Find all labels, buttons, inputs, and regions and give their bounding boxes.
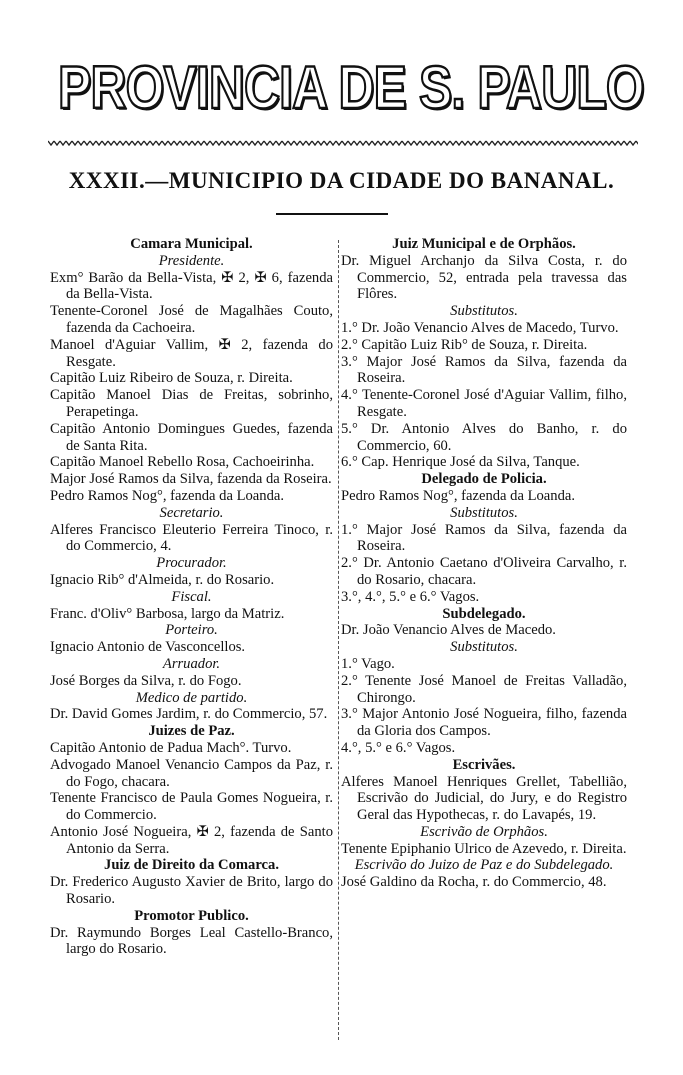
role-subheading: Fiscal. — [171, 588, 212, 605]
right-column — [341, 236, 627, 891]
directory-entry: Tenente Epiphanio Ulrico de Azevedo, r. Direita. — [341, 840, 627, 857]
directory-entry: Dr. David Gomes Jardim, r. do Commercio, 57. — [50, 706, 328, 723]
directory-entry: Capitão Luiz Ribeiro de Souza, r. Direita. — [50, 370, 293, 387]
directory-entry: 1.° Major José Ramos da Silva, fazenda da Roseira. — [341, 521, 627, 555]
section-heading: Delegado de Policia. — [421, 471, 547, 488]
directory-entry: Antonio José Nogueira, ✠ 2, fazenda de Santo Antonio da Serra. — [50, 823, 333, 857]
role-subheading: Substitutos. — [450, 504, 518, 521]
section-heading: Promotor Publico. — [134, 907, 249, 924]
decorative-wavy-rule — [48, 140, 638, 146]
directory-entry: Dr. Frederico Augusto Xavier de Brito, largo do Rosario. — [50, 874, 333, 908]
directory-entry: Dr. Miguel Archanjo da Silva Costa, r. do Commercio, 52, entrada pela travessa das Flôres. — [341, 252, 627, 303]
directory-entry: Tenente Francisco de Paula Gomes Nogueira, r. do Commercio. — [50, 790, 333, 824]
role-subheading: Procurador. — [156, 555, 227, 572]
directory-entry: 1.° Dr. João Venancio Alves de Macedo, Turvo. — [341, 319, 619, 336]
directory-entry: Capitão Antonio de Padua Mach°. Turvo. — [50, 739, 292, 756]
role-subheading: Escrivão do Juizo de Paz e do Subdelegado. — [354, 857, 614, 874]
directory-entry: Advogado Manoel Venancio Campos da Paz, r. do Fogo, chacara. — [50, 756, 333, 790]
section-heading: Escrivães. — [452, 756, 516, 773]
directory-entry: Capitão Antonio Domingues Guedes, fazenda de Santa Rita. — [50, 420, 333, 454]
directory-entry: 3.° Major Antonio José Nogueira, filho, fazenda da Gloria dos Campos. — [341, 706, 627, 740]
section-heading: Juiz Municipal e de Orphãos. — [392, 236, 576, 252]
directory-entry: Pedro Ramos Nog°, fazenda da Loanda. — [50, 487, 284, 504]
directory-entry: 6.° Cap. Henrique José da Silva, Tanque. — [341, 454, 580, 471]
section-heading: Camara Municipal. — [130, 236, 253, 252]
section-heading: Juiz de Direito da Comarca. — [104, 857, 279, 874]
directory-entry: Pedro Ramos Nog°, fazenda da Loanda. — [341, 487, 575, 504]
directory-entry: Dr. Raymundo Borges Leal Castello-Branco, largo do Rosario. — [50, 924, 333, 958]
directory-entry: 2.° Dr. Antonio Caetano d'Oliveira Carvalho, r. do Rosario, chacara. — [341, 555, 627, 588]
directory-entry: Ignacio Antonio de Vasconcellos. — [50, 639, 246, 656]
left-column — [50, 236, 333, 958]
directory-entry: 4.° Tenente-Coronel José d'Aguiar Vallim, filho, Resgate. — [341, 387, 627, 420]
directory-entry: Alferes Francisco Eleuterio Ferreira Tinoco, r. do Commercio, 4. — [50, 521, 333, 555]
page-title: PROVINCIA DE S. PAULO — [58, 54, 644, 121]
role-subheading: Substitutos. — [450, 303, 518, 320]
directory-entry: José Borges da Silva, r. do Fogo. — [50, 672, 242, 689]
directory-entry: Capitão Manoel Dias de Freitas, sobrinho, Perapetinga. — [50, 387, 333, 420]
role-subheading: Secretario. — [159, 504, 224, 521]
title-underline-rule — [276, 213, 388, 215]
directory-entry: 5.° Dr. Antonio Alves do Banho, r. do Commercio, 60. — [341, 420, 627, 454]
directory-entry: 3.°, 4.°, 5.° e 6.° Vagos. — [341, 588, 480, 605]
role-subheading: Substitutos. — [450, 639, 518, 656]
directory-entry: 2.° Capitão Luiz Rib° de Souza, r. Direita. — [341, 336, 588, 353]
directory-entry: 1.° Vago. — [341, 655, 395, 672]
directory-entry: Dr. João Venancio Alves de Macedo. — [341, 622, 556, 639]
directory-entry: Manoel d'Aguiar Vallim, ✠ 2, fazenda do Resgate. — [50, 336, 333, 370]
directory-entry: Tenente-Coronel José de Magalhães Couto, fazenda da Cachoeira. — [50, 303, 333, 336]
directory-entry: Alferes Manoel Henriques Grellet, Tabellião, Escrivão do Judicial, do Jury, e do Registro Geral das Hypothecas, r. do Lavapés, 19. — [341, 773, 627, 824]
directory-entry: 2.° Tenente José Manoel de Freitas Valladão, Chirongo. — [341, 672, 627, 706]
directory-entry: 3.° Major José Ramos da Silva, fazenda da Roseira. — [341, 353, 627, 387]
role-subheading: Medico de partido. — [135, 689, 248, 706]
directory-entry: 4.°, 5.° e 6.° Vagos. — [341, 739, 456, 756]
directory-entry: Exm° Barão da Bella-Vista, ✠ 2, ✠ 6, fazenda da Bella-Vista. — [50, 269, 333, 303]
directory-entry: Capitão Manoel Rebello Rosa, Cachoeirinha. — [50, 454, 315, 471]
directory-entry: Ignacio Rib° d'Almeida, r. do Rosario. — [50, 571, 275, 588]
role-subheading: Escrivão de Orphãos. — [420, 823, 548, 840]
section-title: XXXII.—MUNICIPIO DA CIDADE DO BANANAL. — [68, 168, 615, 193]
column-divider — [338, 240, 339, 1040]
directory-entry: Major José Ramos da Silva, fazenda da Roseira. — [50, 471, 332, 488]
directory-entry: José Galdino da Rocha, r. do Commercio, 48. — [341, 874, 607, 891]
role-subheading: Arruador. — [162, 655, 221, 672]
directory-entry: Franc. d'Oliv° Barbosa, largo da Matriz. — [50, 605, 285, 622]
section-heading: Subdelegado. — [442, 605, 526, 622]
role-subheading: Porteiro. — [165, 622, 218, 639]
role-subheading: Presidente. — [158, 252, 225, 269]
section-heading: Juizes de Paz. — [148, 723, 235, 740]
